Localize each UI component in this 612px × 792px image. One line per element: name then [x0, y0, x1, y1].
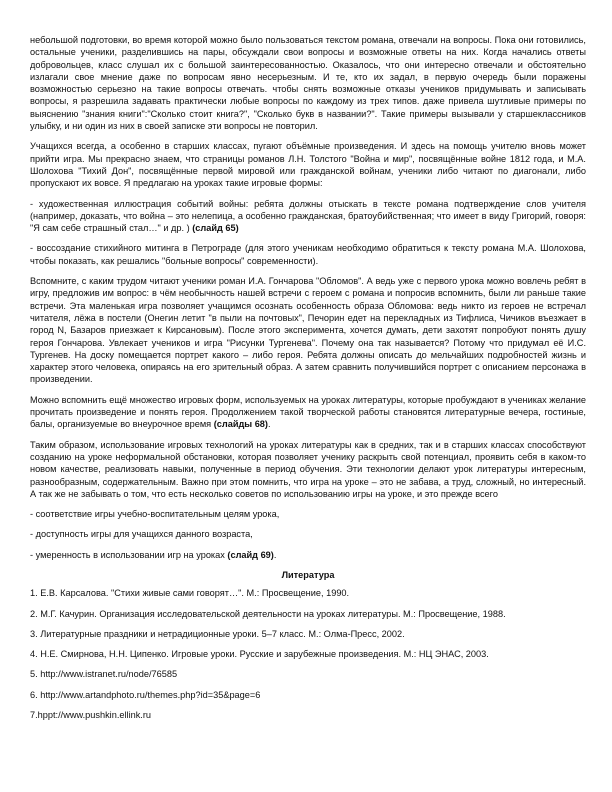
period: .: [273, 549, 277, 560]
game-forms-text: Можно вспомнить ещё множество игровых форм, используемых на уроках литературы, которые пробуждают в учениках желание прочитать произведение и понять героя. Продолжением такой творческой работы становятся литературные вечера, гостиные, балы, организуемые во внеурочное время: [30, 394, 586, 430]
moderation-text: - умеренность в использовании игр на уроках: [30, 549, 225, 560]
reference-item: 4. Н.Е. Смирнова, Н.Н. Ципенко. Игровые уроки. Русские и зарубежные произведения. М.: НЦ ЭНАС, 2003.: [30, 649, 489, 660]
document-page: [30, 34, 586, 729]
paragraph-game-forms: [30, 394, 586, 431]
advice-item-goals: - соответствие игры учебно-воспитательным целям урока,: [30, 509, 280, 520]
reference-link: 7.hppt://www.pushkin.ellink.ru: [30, 710, 152, 721]
reference-link: 6. http://www.artandphoto.ru/themes.php?id=35&page=6: [30, 689, 261, 700]
paragraph-conclusion: Таким образом, использование игровых технологий на уроках литературы как в средних, так и в старших классах способствуют созданию на уроке неформальной обстановки, которая позволяет ученику раскрыть свой потенциал, проявить себя в каком-то новом качестве, реализовать навыки, полученные в период обучения. Эти технологии делают урок литературы интересным, разнообразным, содержательным. Важно при этом помнить, что игра на уроке – это не забава, а труд, сложный, но интересный. А так же не забывать о том, что есть несколько советов по использованию игры на уроке, и это прежде всего: [30, 439, 586, 499]
reference-item: 3. Литературные праздники и нетрадиционные уроки. 5–7 класс. М.: Олма-Пресс, 2002.: [30, 628, 405, 639]
advice-item-moderation: [30, 549, 586, 561]
references-heading: Литература: [281, 569, 335, 580]
paragraph-petrograd-meeting: - воссоздание стихийного митинга в Петрограде (для этого ученикам необходимо обратиться к тексту романа М.А. Шолохова, чтобы показать, как решались "больные вопросы" современности).: [30, 243, 586, 266]
reference-item: 1. Е.В. Карсалова. "Стихи живые сами говорят…". М.: Просвещение, 1990.: [30, 588, 350, 599]
reference-item: 2. М.Г. Качурин. Организация исследовательской деятельности на уроках литературы. М.: Просвещение, 1988.: [30, 608, 506, 619]
period: .: [267, 419, 271, 430]
paragraph-large-works: Учащихся всегда, а особенно в старших классах, пугают объёмные произведения. И здесь на помощь учителю вновь может прийти игра. Мы прекрасно знаем, что страницы романов Л.Н. Толстого "Война и мир", посвящённые войне 1812 года, и М.А. Шолохова "Тихий Дон", посвящённые первой мировой или гражданской войнам, ученики либо читают по диагонали, либо пропускают их вовсе. Я предлагаю на уроках такие игровые формы:: [30, 141, 586, 189]
slide-68-ref: (слайды 68): [213, 419, 268, 430]
advice-item-age: - доступность игры для учащихся данного возраста,: [30, 529, 253, 540]
slide-65-ref: (слайд 65): [192, 223, 239, 234]
war-illustration-text: - художественная иллюстрация событий войны: ребята должны отыскать в тексте романа подтверждение слов учителя (например, доказать, что война – это нелепица, а особенно гражданская, братоубийственная; что имеет в виду Григорий, говоря: "Я сам себе страшный стал…" и др. ): [30, 198, 586, 234]
paragraph-oblomov: Вспомните, с каким трудом читают ученики роман И.А. Гончарова "Обломов". А ведь уже с первого урока можно вовлечь ребят в игру, предложив им вопрос: в чём необычность нашей встречи с героем с романа и попросив вспомнить, были ли раньше такие встречи. Эта маленькая игра позволяет учащимся осознать особенность образа Обломова: ведь никто из героев не встречал читателя, лёжа в постели (Онегин летит "в пыли на почтовых", Печорин едет на перекладных из Тифлиса, Чичиков въезжает в город N, Базаров приезжает к Кирсановым). После этого эксперимента, хочется думать, дети захотят попробуют понять душу героя Гончарова. Увлекает учеников и игра "Рисунки Тургенева". Почему она так называется? Потому что придумал её И.С. Тургенев. На доску помещается портрет какого – либо героя. Ребята должны описать до мельчайших подробностей жизнь и характер этого человека, опираясь на его зрительный образ. А затем сравнить получившийся портрет с описанием персонажа в произведении.: [30, 276, 586, 385]
slide-69-ref: (слайд 69): [227, 549, 274, 560]
reference-link: 5. http://www.istranet.ru/node/76585: [30, 669, 178, 680]
paragraph-war-illustration: [30, 198, 586, 235]
paragraph-reading-questions: небольшой подготовки, во время которой можно было пользоваться текстом романа, отвечали на вопросы. Пока они готовились, остальные ученики, разделившись на пары, обсуждали свои вопросы и возможные ответы на них. Когда начались ответы добровольцев, класс слушал их с большой заинтересованностью. Оказалось, что они интересно отвечали и обстоятельно излагали свое мнение даже по вопросам явно несерьезным. И те, кто их задал, в первую очередь были поражены возможностью серьезно на такие вопросы отвечать. чтобы снять возможные отказы учеников придумывать и записывать вопросы, я разрешила задавать практически любые вопросы по каждому из трех типов. даже привела шутливые примеры по выяснению "знания книги":"Сколько стоит книга?", "Сколько букв в названии?". Такие примеры вызывали у старшеклассников улыбку, и ни один из них в своей записке эти вопросы не повторил.: [30, 35, 586, 132]
